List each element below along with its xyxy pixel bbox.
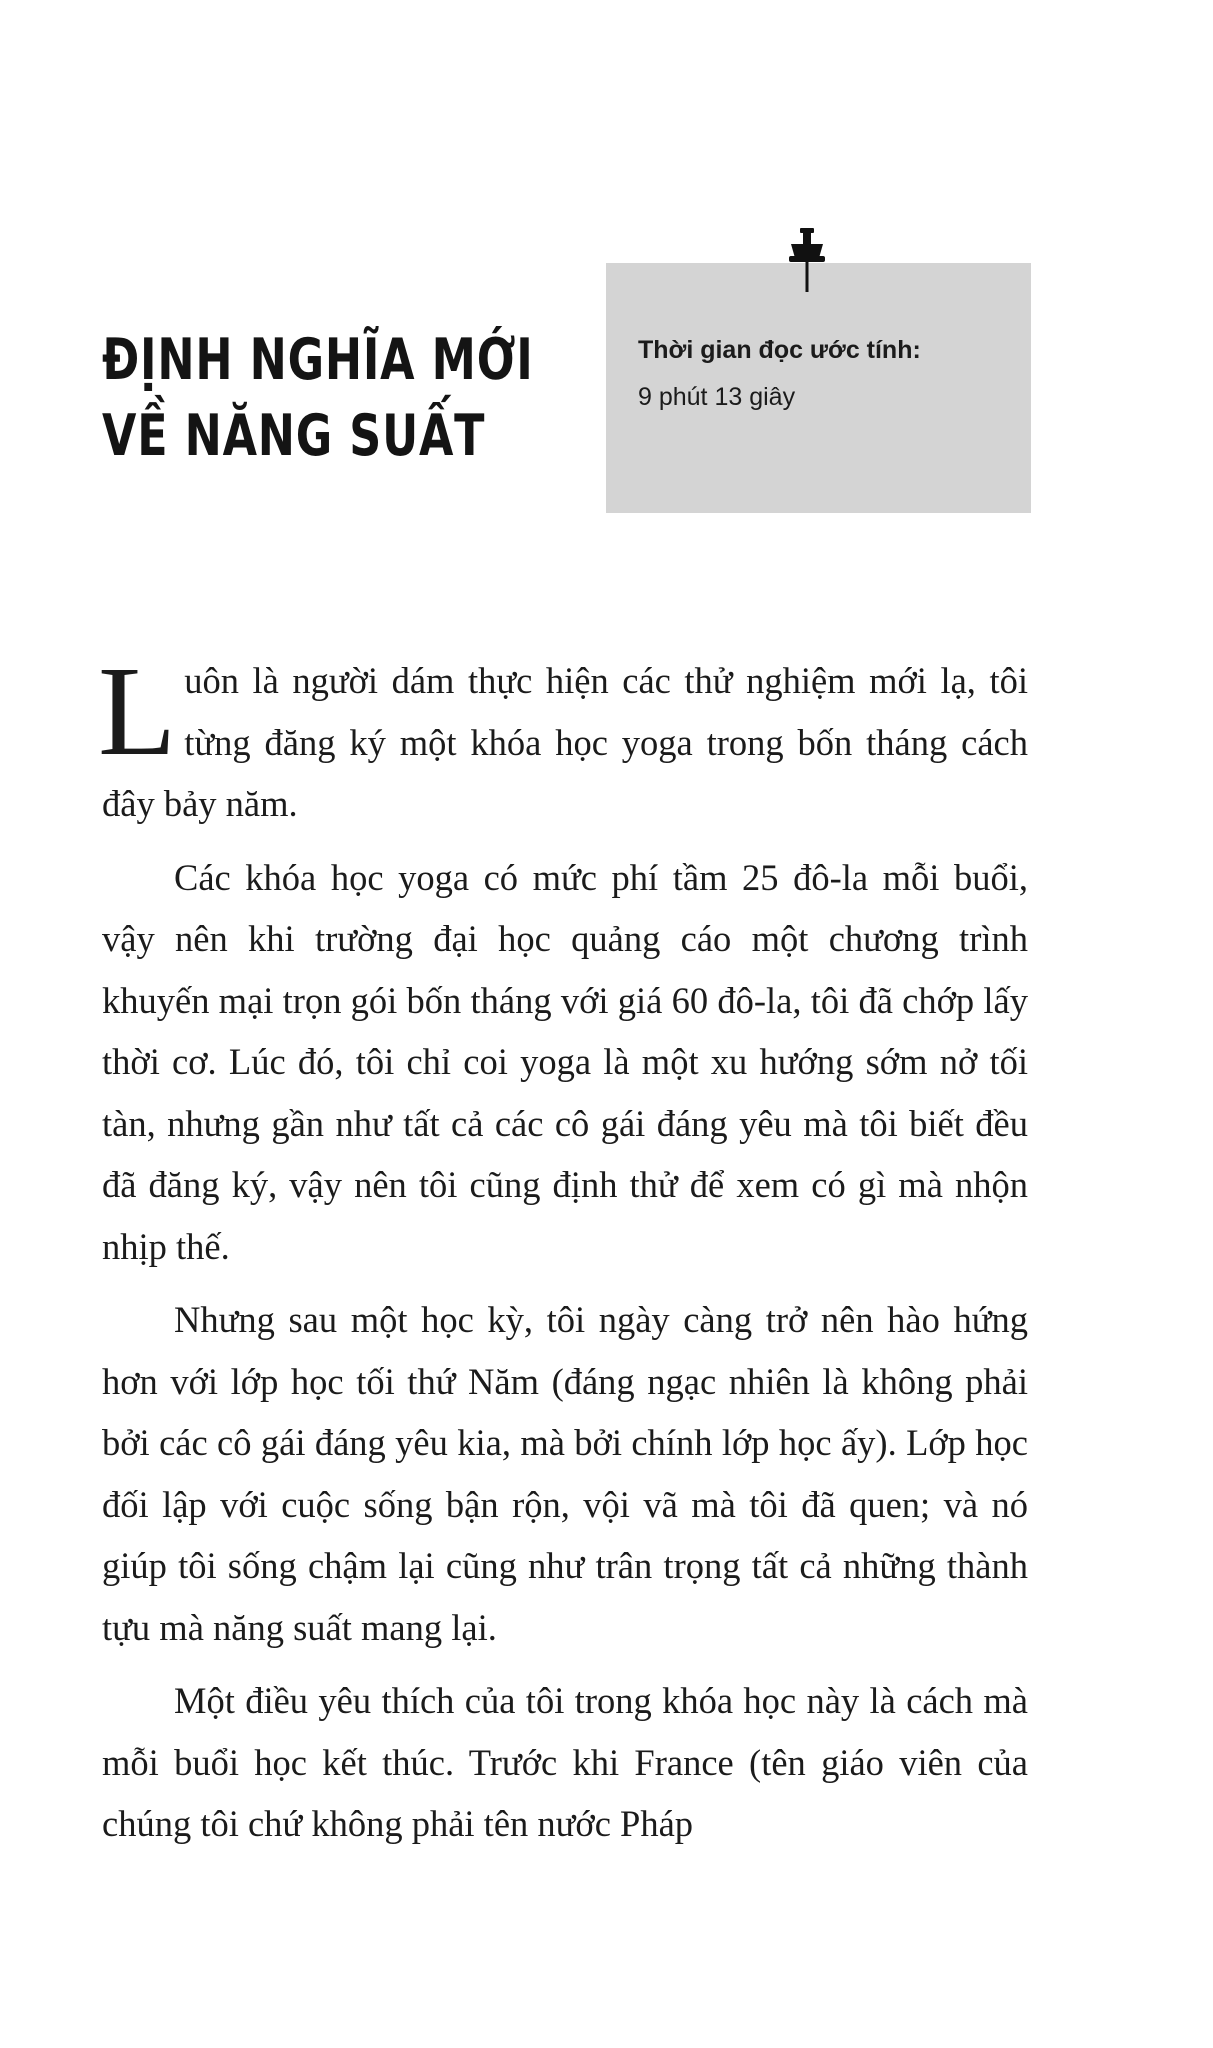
paragraph-1 <box>98 640 1028 835</box>
reading-time-value: 9 phút 13 giây <box>638 383 796 411</box>
pushpin-icon <box>785 228 829 294</box>
chapter-title-line-1: ĐỊNH NGHĨA MỚI <box>102 327 534 393</box>
paragraph-2: Các khóa học yoga có mức phí tầm 25 đô-la mỗi buổi, vậy nên khi trường đại học quảng cáo một chương trình khuyến mại trọn gói bốn tháng với giá 60 đô-la, tôi đã chớp lấy thời cơ. Lúc đó, tôi chỉ coi yoga là một xu hướng sớm nở tối tàn, nhưng gần như tất cả các cô gái đáng yêu mà tôi biết đều đã đăng ký, vậy nên tôi cũng định thử để xem có gì mà nhộn nhịp thế. <box>102 856 1028 1267</box>
chapter-body <box>98 640 1028 1867</box>
chapter-title <box>102 322 534 474</box>
paragraph-3: Nhưng sau một học kỳ, tôi ngày càng trở nên hào hứng hơn với lớp học tối thứ Năm (đáng ngạc nhiên là không phải bởi các cô gái đáng yêu kia, mà bởi chính lớp học ấy). Lớp học đối lập với cuộc sống bận rộn, vội vã mà tôi đã quen; và nó giúp tôi sống chậm lại cũng như trân trọng tất cả những thành tựu mà năng suất mang lại. <box>102 1299 1028 1648</box>
paragraph-1-text: uôn là người dám thực hiện các thử nghiệm mới lạ, tôi từng đăng ký một khóa học yoga trong bốn tháng cách đây bảy năm. <box>102 660 1028 824</box>
reading-time-label: Thời gian đọc ước tính: <box>638 336 921 364</box>
chapter-title-line-2: VỀ NĂNG SUẤT <box>102 403 486 469</box>
reading-time-note <box>606 263 1031 513</box>
paragraph-4: Một điều yêu thích của tôi trong khóa học này là cách mà mỗi buổi học kết thúc. Trước khi France (tên giáo viên của chúng tôi chứ không phải tên nước Pháp <box>102 1680 1028 1844</box>
drop-cap: L <box>98 640 177 782</box>
